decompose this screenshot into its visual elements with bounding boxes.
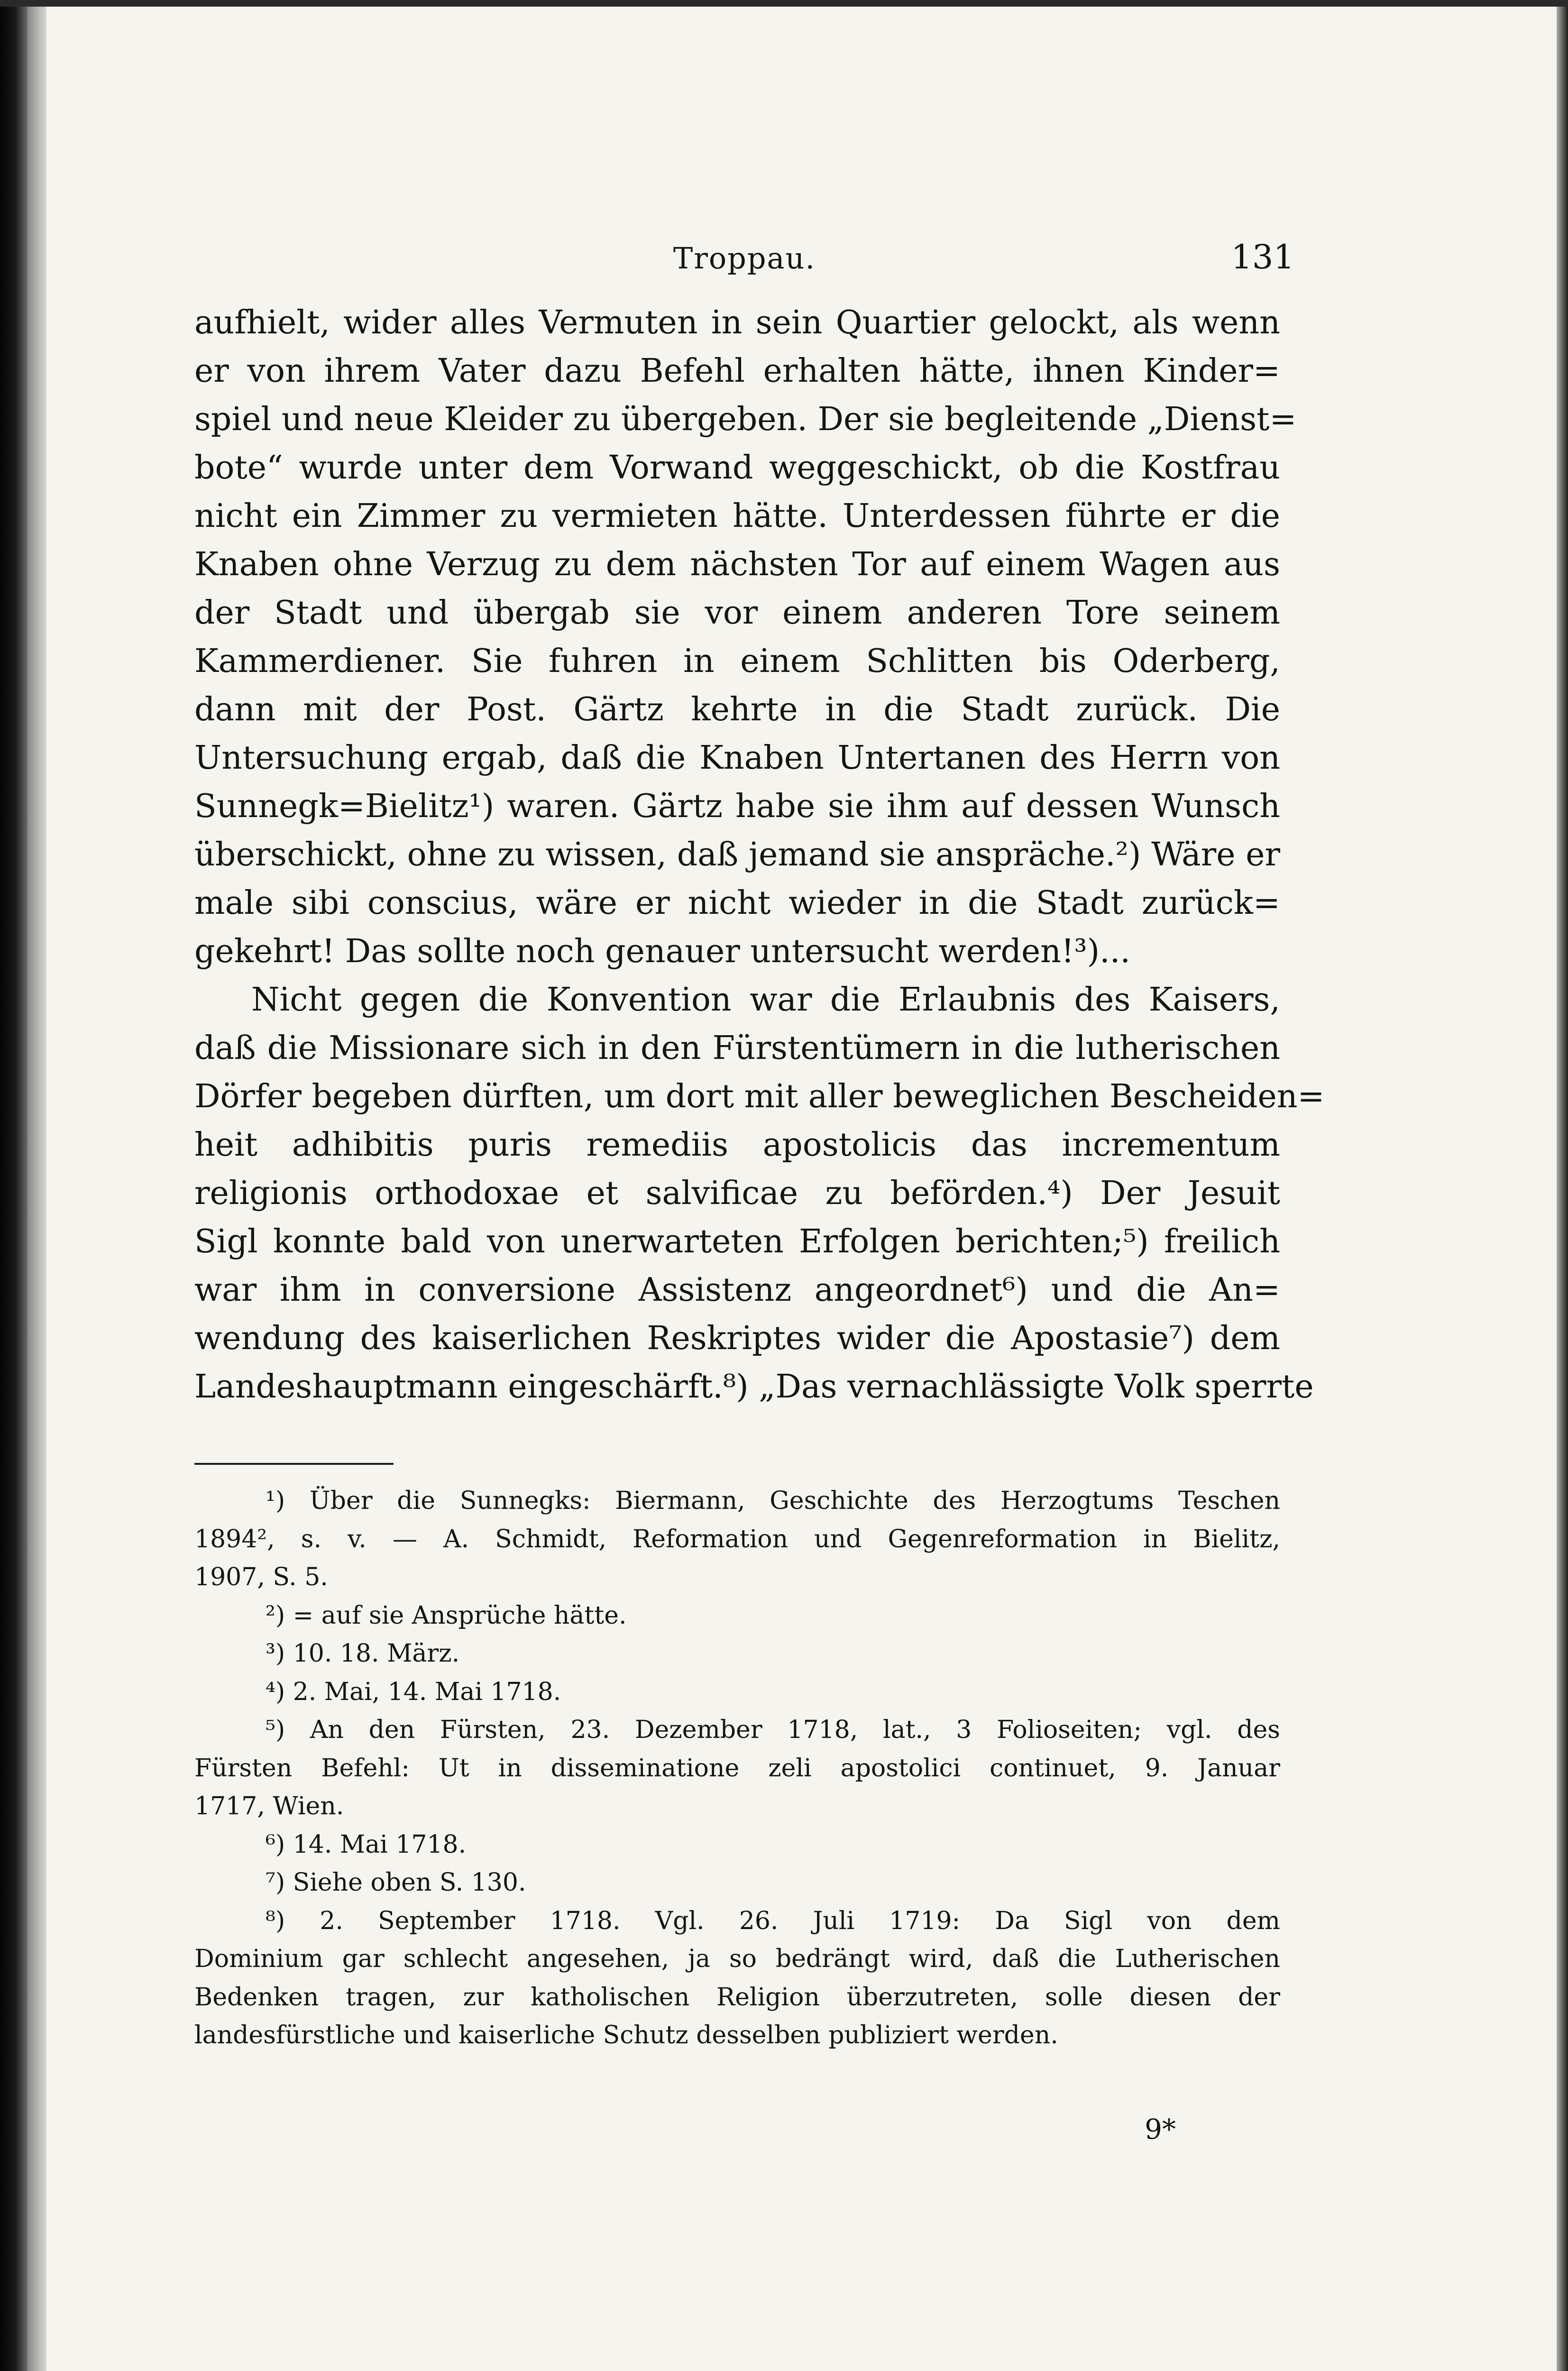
body-line: Landeshauptmann eingeschärft.⁸) „Das vernachlässigte Volk sperrte: [194, 1368, 1314, 1406]
footnotes-block: [194, 1482, 1280, 2055]
body-line: Untersuchung ergab, daß die Knaben Untertanen des Herrn von: [194, 739, 1280, 777]
book-spine-shadow: [0, 0, 28, 2371]
footnote-line: ⁷) Siehe oben S. 130.: [266, 1868, 526, 1897]
body-line: Knaben ohne Verzug zu dem nächsten Tor auf einem Wagen aus: [194, 546, 1280, 583]
body-line: er von ihrem Vater dazu Befehl erhalten hätte, ihnen Kinder=: [194, 352, 1280, 390]
footnote-line: ⁶) 14. Mai 1718.: [266, 1830, 467, 1859]
footnote-line: Bedenken tragen, zur katholischen Religion überzutreten, solle diesen der: [194, 1983, 1280, 2012]
footnote-line: landesfürstliche und kaiserliche Schutz desselben publiziert werden.: [194, 2021, 1058, 2049]
body-line: daß die Missionare sich in den Fürstentümern in die lutherischen: [194, 1029, 1280, 1067]
body-line: Dörfer begeben dürften, um dort mit aller beweglichen Bescheiden=: [194, 1078, 1325, 1115]
footnote-line: Fürsten Befehl: Ut in disseminatione zeli apostolici continuet, 9. Januar: [194, 1754, 1280, 1783]
footnote-line: ⁸) 2. September 1718. Vgl. 26. Juli 1719: Da Sigl von dem: [266, 1906, 1280, 1935]
body-line: religionis orthodoxae et salvificae zu beförden.⁴) Der Jesuit: [194, 1175, 1280, 1212]
footnote-line: ³) 10. 18. März.: [266, 1639, 460, 1668]
body-line: Sigl konnte bald von unerwarteten Erfolgen berichten;⁵) freilich: [194, 1223, 1280, 1260]
body-line: nicht ein Zimmer zu vermieten hätte. Unterdessen führte er die: [194, 497, 1280, 535]
body-line: dann mit der Post. Gärtz kehrte in die Stadt zurück. Die: [194, 691, 1280, 728]
body-line: bote“ wurde unter dem Vorwand weggeschickt, ob die Kostfrau: [194, 449, 1280, 487]
running-head-title: Troppau.: [673, 241, 816, 276]
body-line: Sunnegk=Bielitz¹) waren. Gärtz habe sie ihm auf dessen Wunsch: [194, 788, 1280, 825]
footnote-line: 1907, S. 5.: [194, 1563, 328, 1591]
body-line-paragraph-start: Nicht gegen die Konvention war die Erlaubnis des Kaisers,: [251, 981, 1280, 1019]
footnote-line: ²) = auf sie Ansprüche hätte.: [266, 1601, 627, 1630]
signature-mark: 9*: [1145, 2113, 1176, 2145]
page-top-edge: [0, 0, 1568, 7]
footnote-line: ⁵) An den Fürsten, 23. Dezember 1718, lat., 3 Folioseiten; vgl. des: [266, 1716, 1280, 1744]
footnote-line: ⁴) 2. Mai, 14. Mai 1718.: [266, 1677, 561, 1706]
body-line: war ihm in conversione Assistenz angeordnet⁶) und die An=: [194, 1271, 1280, 1309]
footnote-line: 1717, Wien.: [194, 1792, 344, 1820]
page-number: 131: [1231, 238, 1294, 276]
body-line: der Stadt und übergab sie vor einem anderen Tore seinem: [194, 594, 1280, 632]
body-line-paragraph-end: gekehrt! Das sollte noch genauer untersucht werden!³)...: [194, 933, 1131, 970]
body-line: spiel und neue Kleider zu übergeben. Der sie begleitende „Dienst=: [194, 401, 1297, 438]
body-line: heit adhibitis puris remediis apostolicis das incrementum: [194, 1126, 1280, 1164]
body-line: aufhielt, wider alles Vermuten in sein Quartier gelockt, als wenn: [194, 304, 1280, 341]
page-right-edge: [1557, 0, 1568, 2371]
body-line: male sibi conscius, wäre er nicht wieder in die Stadt zurück=: [194, 884, 1280, 922]
body-line: überschickt, ohne zu wissen, daß jemand sie anspräche.²) Wäre er: [194, 836, 1280, 873]
footnote-separator: [194, 1463, 394, 1465]
footnote-line: Dominium gar schlecht angesehen, ja so bedrängt wird, daß die Lutherischen: [194, 1945, 1280, 1973]
body-line: wendung des kaiserlichen Reskriptes wider die Apostasie⁷) dem: [194, 1320, 1280, 1357]
main-text-block: [194, 299, 1325, 1411]
body-line: Kammerdiener. Sie fuhren in einem Schlitten bis Oderberg,: [194, 643, 1280, 680]
book-spine-gradient: [28, 0, 46, 2371]
footnote-line: 1894², s. v. — A. Schmidt, Reformation und Gegenreformation in Bielitz,: [194, 1525, 1280, 1553]
footnote-line: ¹) Über die Sunnegks: Biermann, Geschichte des Herzogtums Teschen: [266, 1487, 1280, 1515]
